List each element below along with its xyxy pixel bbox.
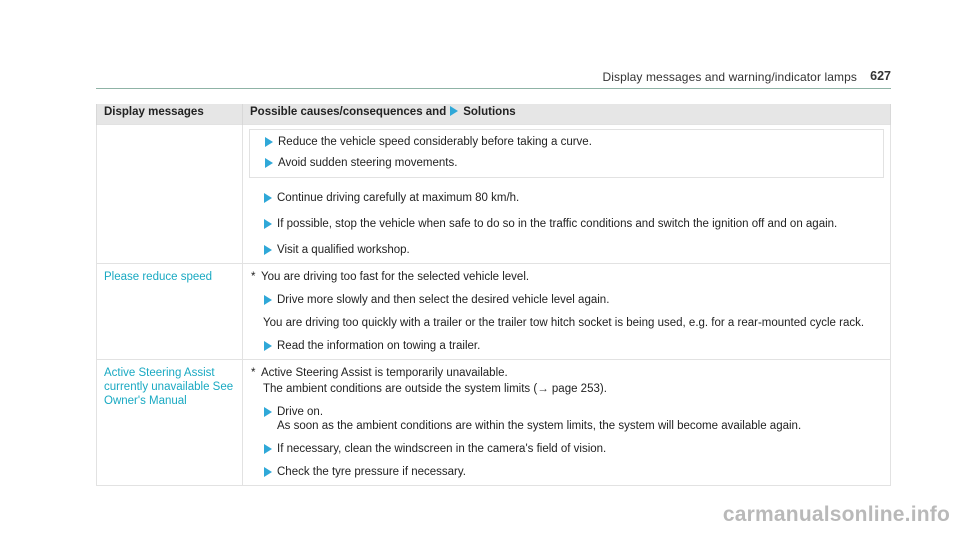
running-header-title: Display messages and warning/indicator lamps (602, 70, 857, 84)
play-triangle-icon (264, 407, 272, 417)
list-item: Reduce the vehicle speed considerably before taking a curve. (250, 135, 883, 149)
display-message-text: Please reduce speed (104, 271, 213, 283)
page-number: 627 (870, 69, 891, 83)
list-item: Continue driving carefully at maximum 80 km/h. (249, 191, 884, 205)
solutions-cell (243, 264, 891, 360)
watermark: carmanualsonline.info (722, 503, 950, 526)
page-reference-link[interactable]: page 253). (548, 383, 607, 395)
play-triangle-icon (265, 158, 273, 168)
column-header-display-messages: Display messages (97, 104, 243, 125)
solutions-cell (243, 360, 891, 486)
column-header-causes-solutions (243, 104, 891, 125)
list-item: Drive more slowly and then select the desired vehicle level again. (249, 293, 884, 307)
message-cell (97, 360, 243, 486)
message-cell-empty (97, 125, 243, 264)
message-cell (97, 264, 243, 360)
page-reference-arrow-icon: → (537, 383, 549, 395)
play-triangle-icon (264, 341, 272, 351)
table-row (97, 264, 891, 360)
solutions-cell (243, 125, 891, 264)
table-row (97, 360, 891, 486)
cause-paragraph: You are driving too quickly with a trailer or the trailer tow hitch socket is being used, e.g. for a rear-mounted cycle rack. (263, 317, 865, 329)
header-rule (96, 88, 891, 89)
play-triangle-icon (264, 444, 272, 454)
display-message-text: Active Steering Assist currently unavailable See Owner's Manual (104, 367, 234, 407)
list-item: If necessary, clean the windscreen in the camera's field of vision. (249, 442, 884, 456)
list-item: Check the tyre pressure if necessary. (249, 465, 884, 479)
table-header-row (97, 104, 891, 125)
cause-paragraph: The ambient conditions are outside the system limits (→ page 253). (263, 383, 607, 395)
play-triangle-icon (265, 137, 273, 147)
list-item: Drive on. As soon as the ambient conditions are within the system limits, the system will become available again. (249, 405, 884, 433)
play-triangle-icon (264, 295, 272, 305)
asterisk-marker: * (251, 271, 256, 283)
table-row (97, 125, 891, 264)
cause-text: * Active Steering Assist is temporarily unavailable. (251, 367, 508, 379)
play-triangle-icon (264, 467, 272, 477)
list-item: Avoid sudden steering movements. (250, 156, 883, 170)
asterisk-marker: * (251, 367, 256, 379)
nested-steps-box (249, 129, 884, 178)
play-triangle-icon (264, 219, 272, 229)
list-item: If possible, stop the vehicle when safe to do so in the traffic conditions and switch the ignition off and on again. (249, 217, 884, 231)
play-triangle-icon (264, 193, 272, 203)
column-header-solutions-label: Solutions (463, 106, 516, 118)
column-header-causes-label: Possible causes/consequences and (250, 106, 447, 118)
list-item: Read the information on towing a trailer. (249, 339, 884, 353)
cause-text: * You are driving too fast for the selected vehicle level. (251, 271, 530, 283)
list-item: Visit a qualified workshop. (249, 243, 884, 257)
messages-table (96, 104, 891, 486)
play-triangle-icon (264, 245, 272, 255)
play-triangle-icon (450, 106, 458, 116)
